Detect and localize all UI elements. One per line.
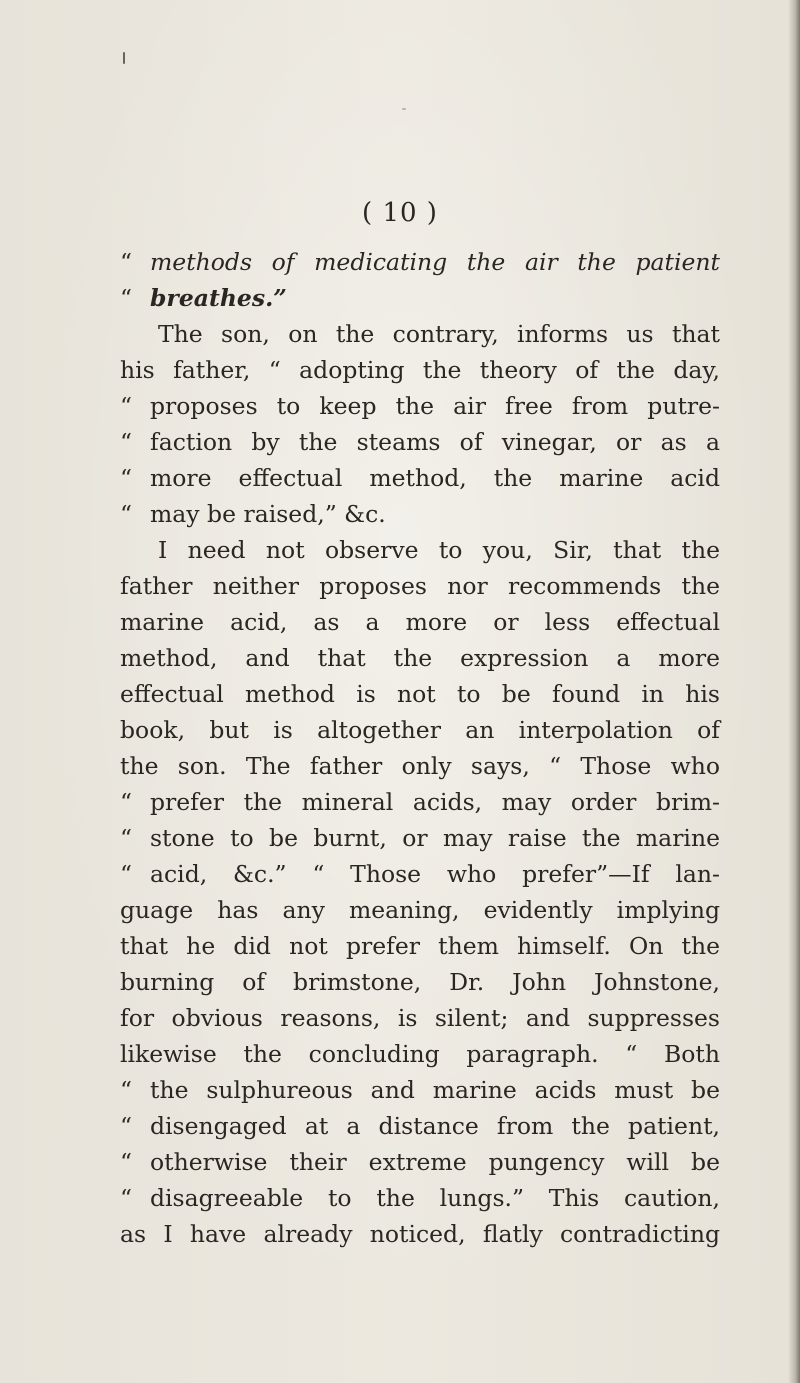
page-number: ( 10 ) [362, 198, 438, 228]
line-text: stone to be burnt, or may raise the marine [150, 824, 720, 852]
text-line-17 [120, 820, 720, 856]
text-line-6 [120, 424, 720, 460]
text-line-21 [120, 964, 720, 1000]
text-line-11 [120, 604, 720, 640]
line-text: faction by the steams of vinegar, or as a [150, 428, 720, 456]
quote-mark: “ [120, 788, 133, 816]
quote-mark: “ [120, 500, 133, 528]
text-line-15 [120, 748, 720, 784]
text-line-12 [120, 640, 720, 676]
quote-mark: “ [120, 464, 133, 492]
line-text: the sulphureous and marine acids must be [150, 1076, 720, 1104]
text-line-16 [120, 784, 720, 820]
line-text: methods of medicating the air the patient [150, 248, 720, 276]
line-text: disengaged at a distance from the patient, [150, 1112, 720, 1140]
quote-mark: “ [120, 860, 133, 888]
line-text: that he did not prefer them himself. On the [120, 932, 720, 960]
quote-mark: “ [120, 248, 133, 276]
line-text: The son, on the contrary, informs us that [158, 320, 720, 348]
text-line-14 [120, 712, 720, 748]
quote-mark: “ [120, 824, 133, 852]
text-line-27 [120, 1180, 720, 1216]
line-text: acid, &c.” “ Those who prefer”—If lan- [150, 860, 720, 888]
line-text: breathes.” [150, 284, 287, 312]
text-line-2 [120, 280, 720, 316]
text-line-5 [120, 388, 720, 424]
line-text: effectual method is not to be found in his [120, 680, 720, 708]
line-text: his father, “ adopting the theory of the day, [120, 356, 720, 384]
body-text [120, 244, 720, 1252]
line-text: prefer the mineral acids, may order brim- [150, 788, 720, 816]
line-text: for obvious reasons, is silent; and suppresses [120, 1004, 720, 1032]
line-text: marine acid, as a more or less effectual [120, 608, 720, 636]
line-text: otherwise their extreme pungency will be [150, 1148, 720, 1176]
text-line-22 [120, 1000, 720, 1036]
line-text: book, but is altogether an interpolation of [120, 716, 720, 744]
quote-mark: “ [120, 428, 133, 456]
line-text: proposes to keep the air free from putre- [150, 392, 720, 420]
text-line-24 [120, 1072, 720, 1108]
line-text: guage has any meaning, evidently implying [120, 896, 720, 924]
text-line-18 [120, 856, 720, 892]
line-text: disagreeable to the lungs.” This caution, [150, 1184, 720, 1212]
quote-mark: “ [120, 1112, 133, 1140]
quote-mark: “ [120, 1148, 133, 1176]
quote-mark: “ [120, 1076, 133, 1104]
text-line-4 [120, 352, 720, 388]
quote-mark: “ [120, 284, 133, 312]
text-line-26 [120, 1144, 720, 1180]
line-text: father neither proposes nor recommends the [120, 572, 720, 600]
text-line-7 [120, 460, 720, 496]
line-text: I need not observe to you, Sir, that the [158, 536, 720, 564]
text-line-13 [120, 676, 720, 712]
text-line-23 [120, 1036, 720, 1072]
text-line-8 [120, 496, 720, 532]
text-line-10 [120, 568, 720, 604]
line-text: method, and that the expression a more [120, 644, 720, 672]
ink-speck [123, 52, 125, 64]
line-text: may be raised,” &c. [150, 500, 386, 528]
text-line-1 [120, 244, 720, 280]
line-text: more effectual method, the marine acid [150, 464, 720, 492]
line-text: burning of brimstone, Dr. John Johnstone, [120, 968, 720, 996]
line-text: the son. The father only says, “ Those who [120, 752, 720, 780]
text-line-9 [120, 532, 720, 568]
text-line-28 [120, 1216, 720, 1252]
text-line-3 [120, 316, 720, 352]
ink-speck [402, 108, 406, 110]
line-text: as I have already noticed, flatly contradicting [120, 1220, 720, 1248]
line-text: likewise the concluding paragraph. “ Both [120, 1040, 720, 1068]
text-line-25 [120, 1108, 720, 1144]
text-line-19 [120, 892, 720, 928]
text-line-20 [120, 928, 720, 964]
quote-mark: “ [120, 392, 133, 420]
quote-mark: “ [120, 1184, 133, 1212]
